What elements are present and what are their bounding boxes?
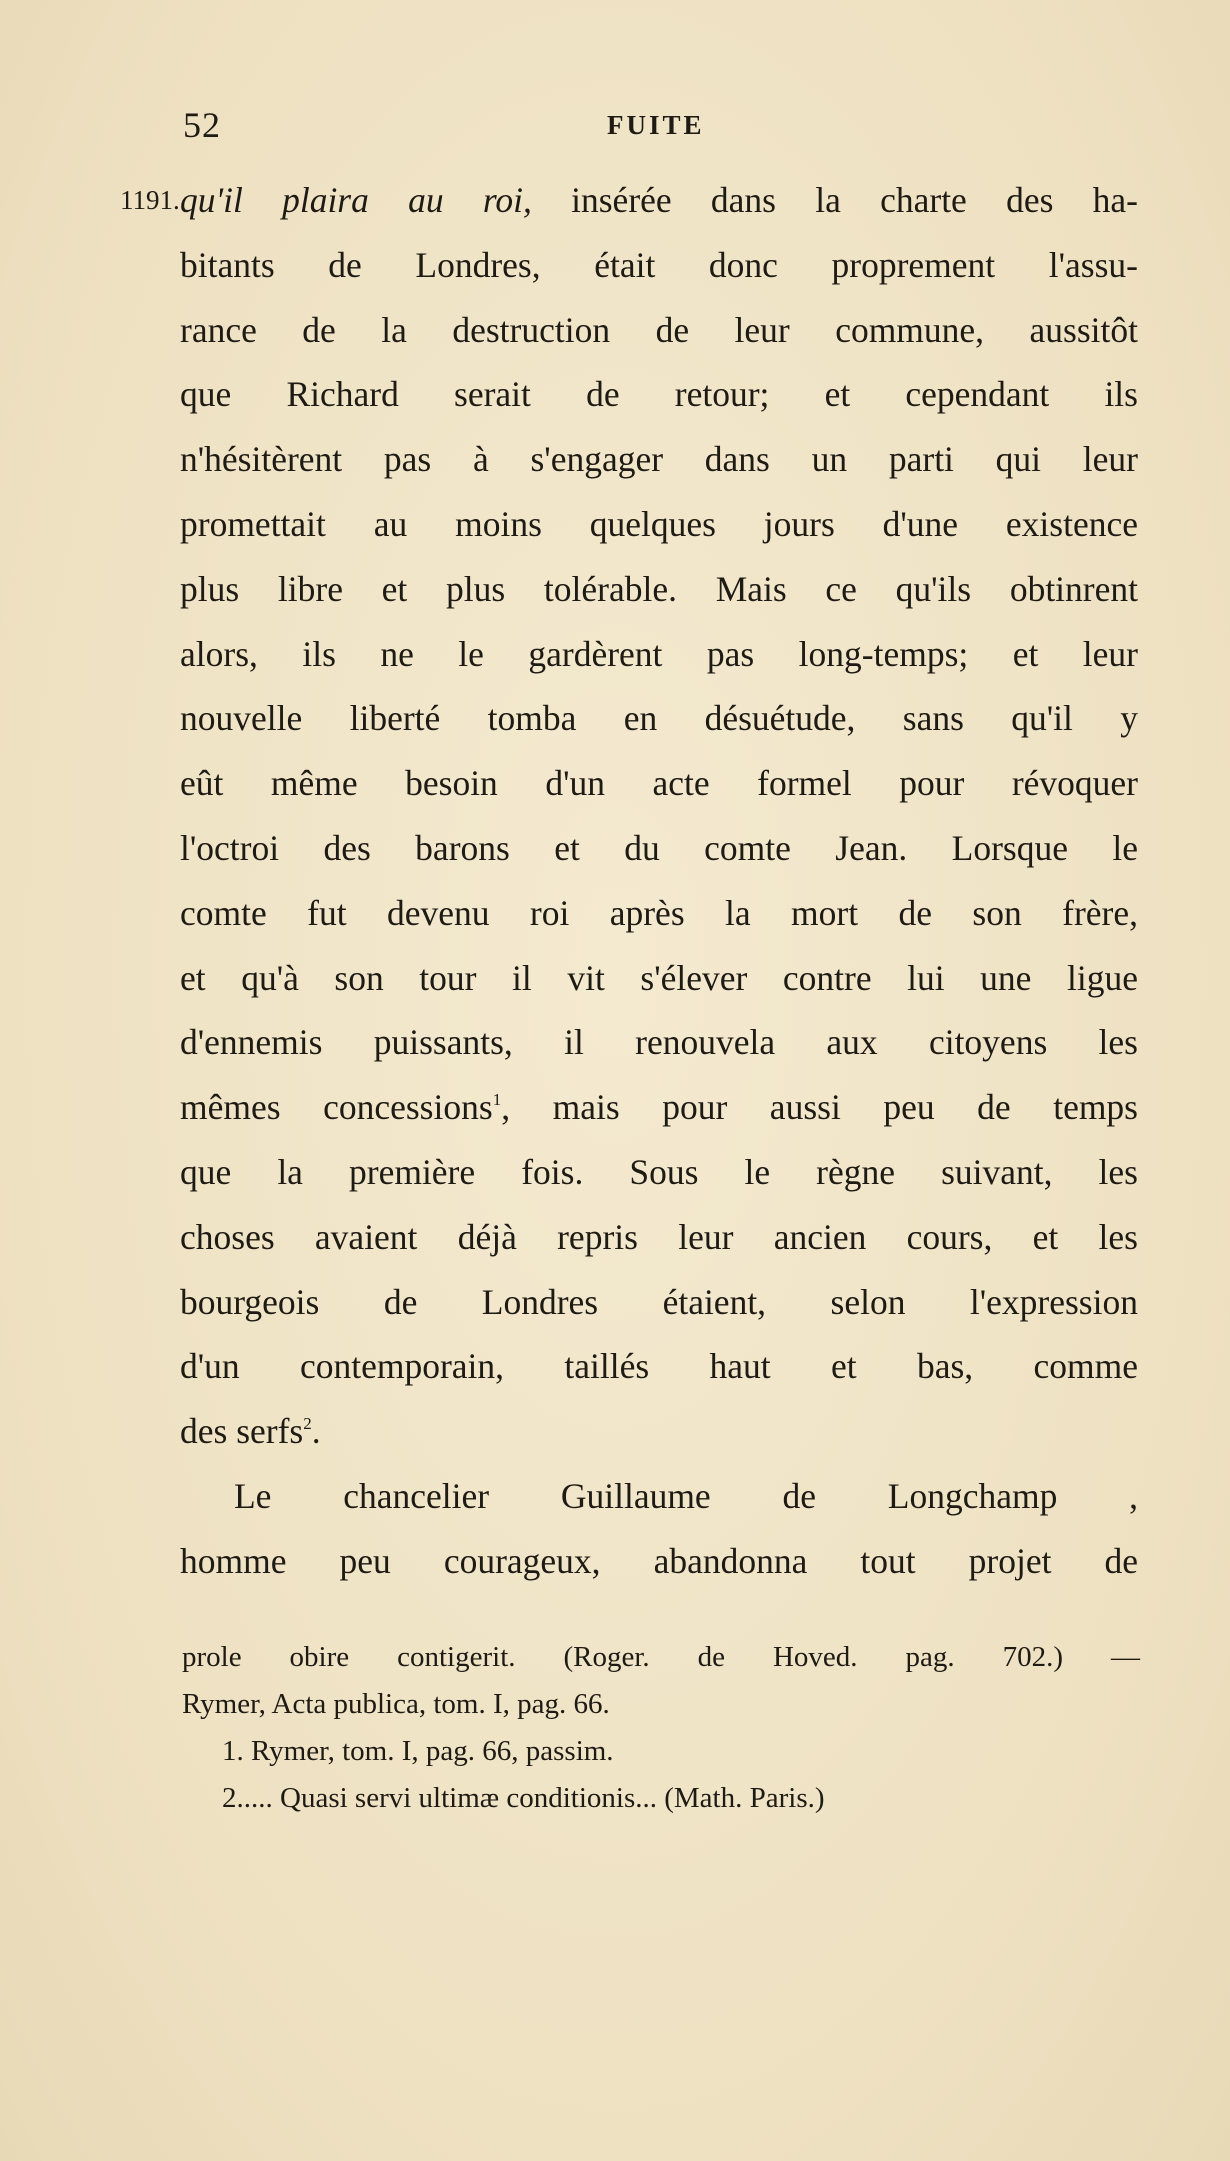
paragraph-2-line-1: Le chancelier Guillaume de Longchamp , [234,1475,1138,1516]
page-header [0,100,1230,150]
footnote-continuation-2: Rymer, Acta publica, tom. I, pag. 66. [182,1688,610,1720]
line15-before: mêmes concessions [180,1087,493,1128]
text-line: rance de la destruction de leur commune, aussitôt [180,309,1138,350]
page-number: 52 [183,105,221,145]
footnote-ref-1: 1 [492,1090,502,1110]
text-line: eût même besoin d'un acte formel pour révoquer [180,763,1138,804]
paragraph-2-line-2: homme peu courageux, abandonna tout projet de [180,1540,1138,1581]
text-line: alors, ils ne le gardèrent pas long-temps; et leur [180,633,1138,674]
text-line-20 [180,1399,1138,1464]
text-line-1-rest: insérée dans la charte des ha- [531,180,1138,220]
line20-after: . [311,1411,321,1452]
text-line: que Richard serait de retour; et cependant ils [180,374,1138,415]
text-line: et qu'à son tour il vit s'élever contre lui une ligue [180,957,1138,998]
line15-after: , mais pour aussi peu de temps [501,1087,1138,1128]
text-line: l'octroi des barons et du comte Jean. Lorsque le [180,827,1138,868]
text-line-1 [120,168,1138,233]
line20-before: des serfs [180,1411,304,1452]
text-line: plus libre et plus tolérable. Mais ce qu'ils obtinrent [180,568,1138,609]
text-line: d'ennemis puissants, il renouvela aux citoyens les [180,1022,1138,1063]
footnote-ref-2: 2 [303,1414,312,1434]
text-line: n'hésitèrent pas à s'engager dans un parti qui leur [180,439,1138,480]
footnotes [182,1634,1140,1822]
footnote-continuation-1: prole obire contigerit. (Roger. de Hoved. pag. 702.) — [182,1641,1140,1673]
text-line: nouvelle liberté tomba en désuétude, sans qu'il y [180,698,1138,739]
text-line: bourgeois de Londres étaient, selon l'expression [180,1281,1138,1322]
text-line: promettait au moins quelques jours d'une existence [180,503,1138,544]
footnote-2: 2..... Quasi servi ultimæ conditionis... (Math. Paris.) [222,1782,825,1814]
footnote-1: 1. Rymer, tom. I, pag. 66, passim. [222,1735,614,1767]
text-line: que la première fois. Sous le règne suivant, les [180,1151,1138,1192]
text-line: d'un contemporain, taillés haut et bas, comme [180,1346,1138,1387]
text-line: bitants de Londres, était donc proprement l'assu- [180,244,1138,285]
main-text [120,168,1138,1594]
text-line: choses avaient déjà repris leur ancien cours, et les [180,1216,1138,1257]
italic-phrase: qu'il plaira au roi, [180,180,532,220]
text-line-15 [180,1075,1138,1140]
running-title: FUITE [607,110,705,140]
margin-year: 1191. [120,185,180,215]
text-line: comte fut devenu roi après la mort de son frère, [180,892,1138,933]
